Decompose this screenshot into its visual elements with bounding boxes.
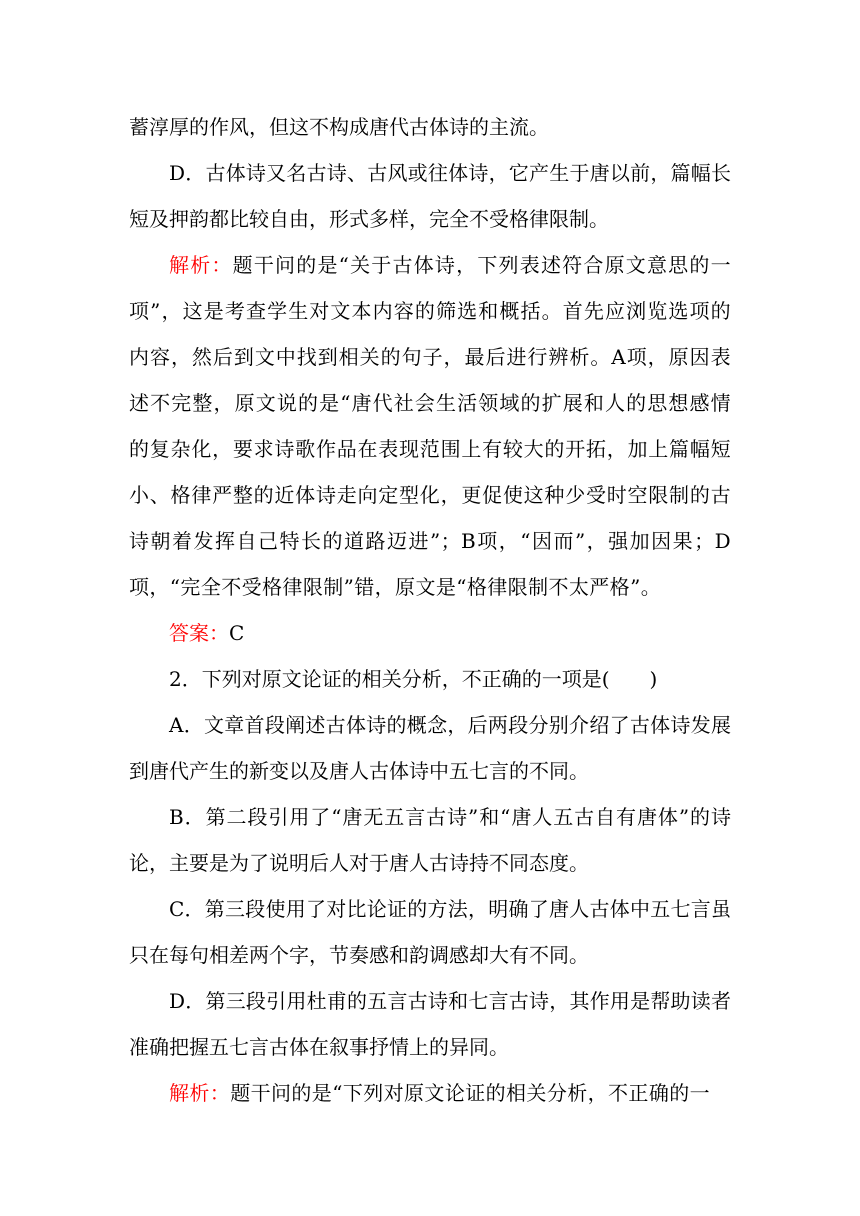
answer-value: C <box>229 621 245 645</box>
analysis-text: 题干问的是“关于古体诗，下列表述符合原文意思的一项”，这是考查学生对文本内容的筛选和概括。首先应浏览选项的内容，然后到文中找到相关的句子，最后进行辨析。A项，原因表述不完整，原文说的是“唐代社会生活领域的扩展和人的思想感情的复杂化，要求诗歌作品在表现范围上有较大的开拓，加上篇幅短小、格律严整的近体诗走向定型化，更促使这种少受时空限制的古诗朝着发挥自己特长的道路迈进”；B项，“因而”，强加因果；D项，“完全不受格律限制”错，原文是“格律限制不太严格”。 <box>129 253 731 599</box>
analysis-label: 解析： <box>169 1081 231 1105</box>
q2-option-d: D．第三段引用杜甫的五言古诗和七言古诗，其作用是帮助读者准确把握五七言古体在叙事抒情上的异同。 <box>129 989 731 1059</box>
q1-answer <box>129 610 731 656</box>
q2-option-a: A．文章首段阐述古体诗的概念，后两段分别介绍了古体诗发展到唐代产生的新变以及唐人古体诗中五七言的不同。 <box>129 713 731 783</box>
answer-label: 答案： <box>169 621 229 645</box>
q2-option-b: B．第二段引用了“唐无五言古诗”和“唐人五古自有唐体”的诗论，主要是为了说明后人对于唐人古诗持不同态度。 <box>129 805 731 875</box>
analysis-label: 解析： <box>169 253 233 277</box>
q2-analysis <box>129 1070 731 1116</box>
q2-stem: 2．下列对原文论证的相关分析，不正确的一项是( ) <box>169 667 658 691</box>
q1-option-d: D．古体诗又名古诗、古风或往体诗，它产生于唐以前，篇幅长短及押韵都比较自由，形式多样，完全不受格律限制。 <box>129 161 731 231</box>
q1-analysis <box>129 242 731 610</box>
document-body <box>129 104 731 1116</box>
q1-option-c-continuation: 蓄淳厚的作风，但这不构成唐代古体诗的主流。 <box>129 115 549 139</box>
q2-option-c: C．第三段使用了对比论证的方法，明确了唐人古体中五七言虽只在每句相差两个字，节奏感和韵调感却大有不同。 <box>129 897 731 967</box>
analysis-text: 题干问的是“下列对原文论证的相关分析，不正确的一 <box>230 1081 711 1105</box>
